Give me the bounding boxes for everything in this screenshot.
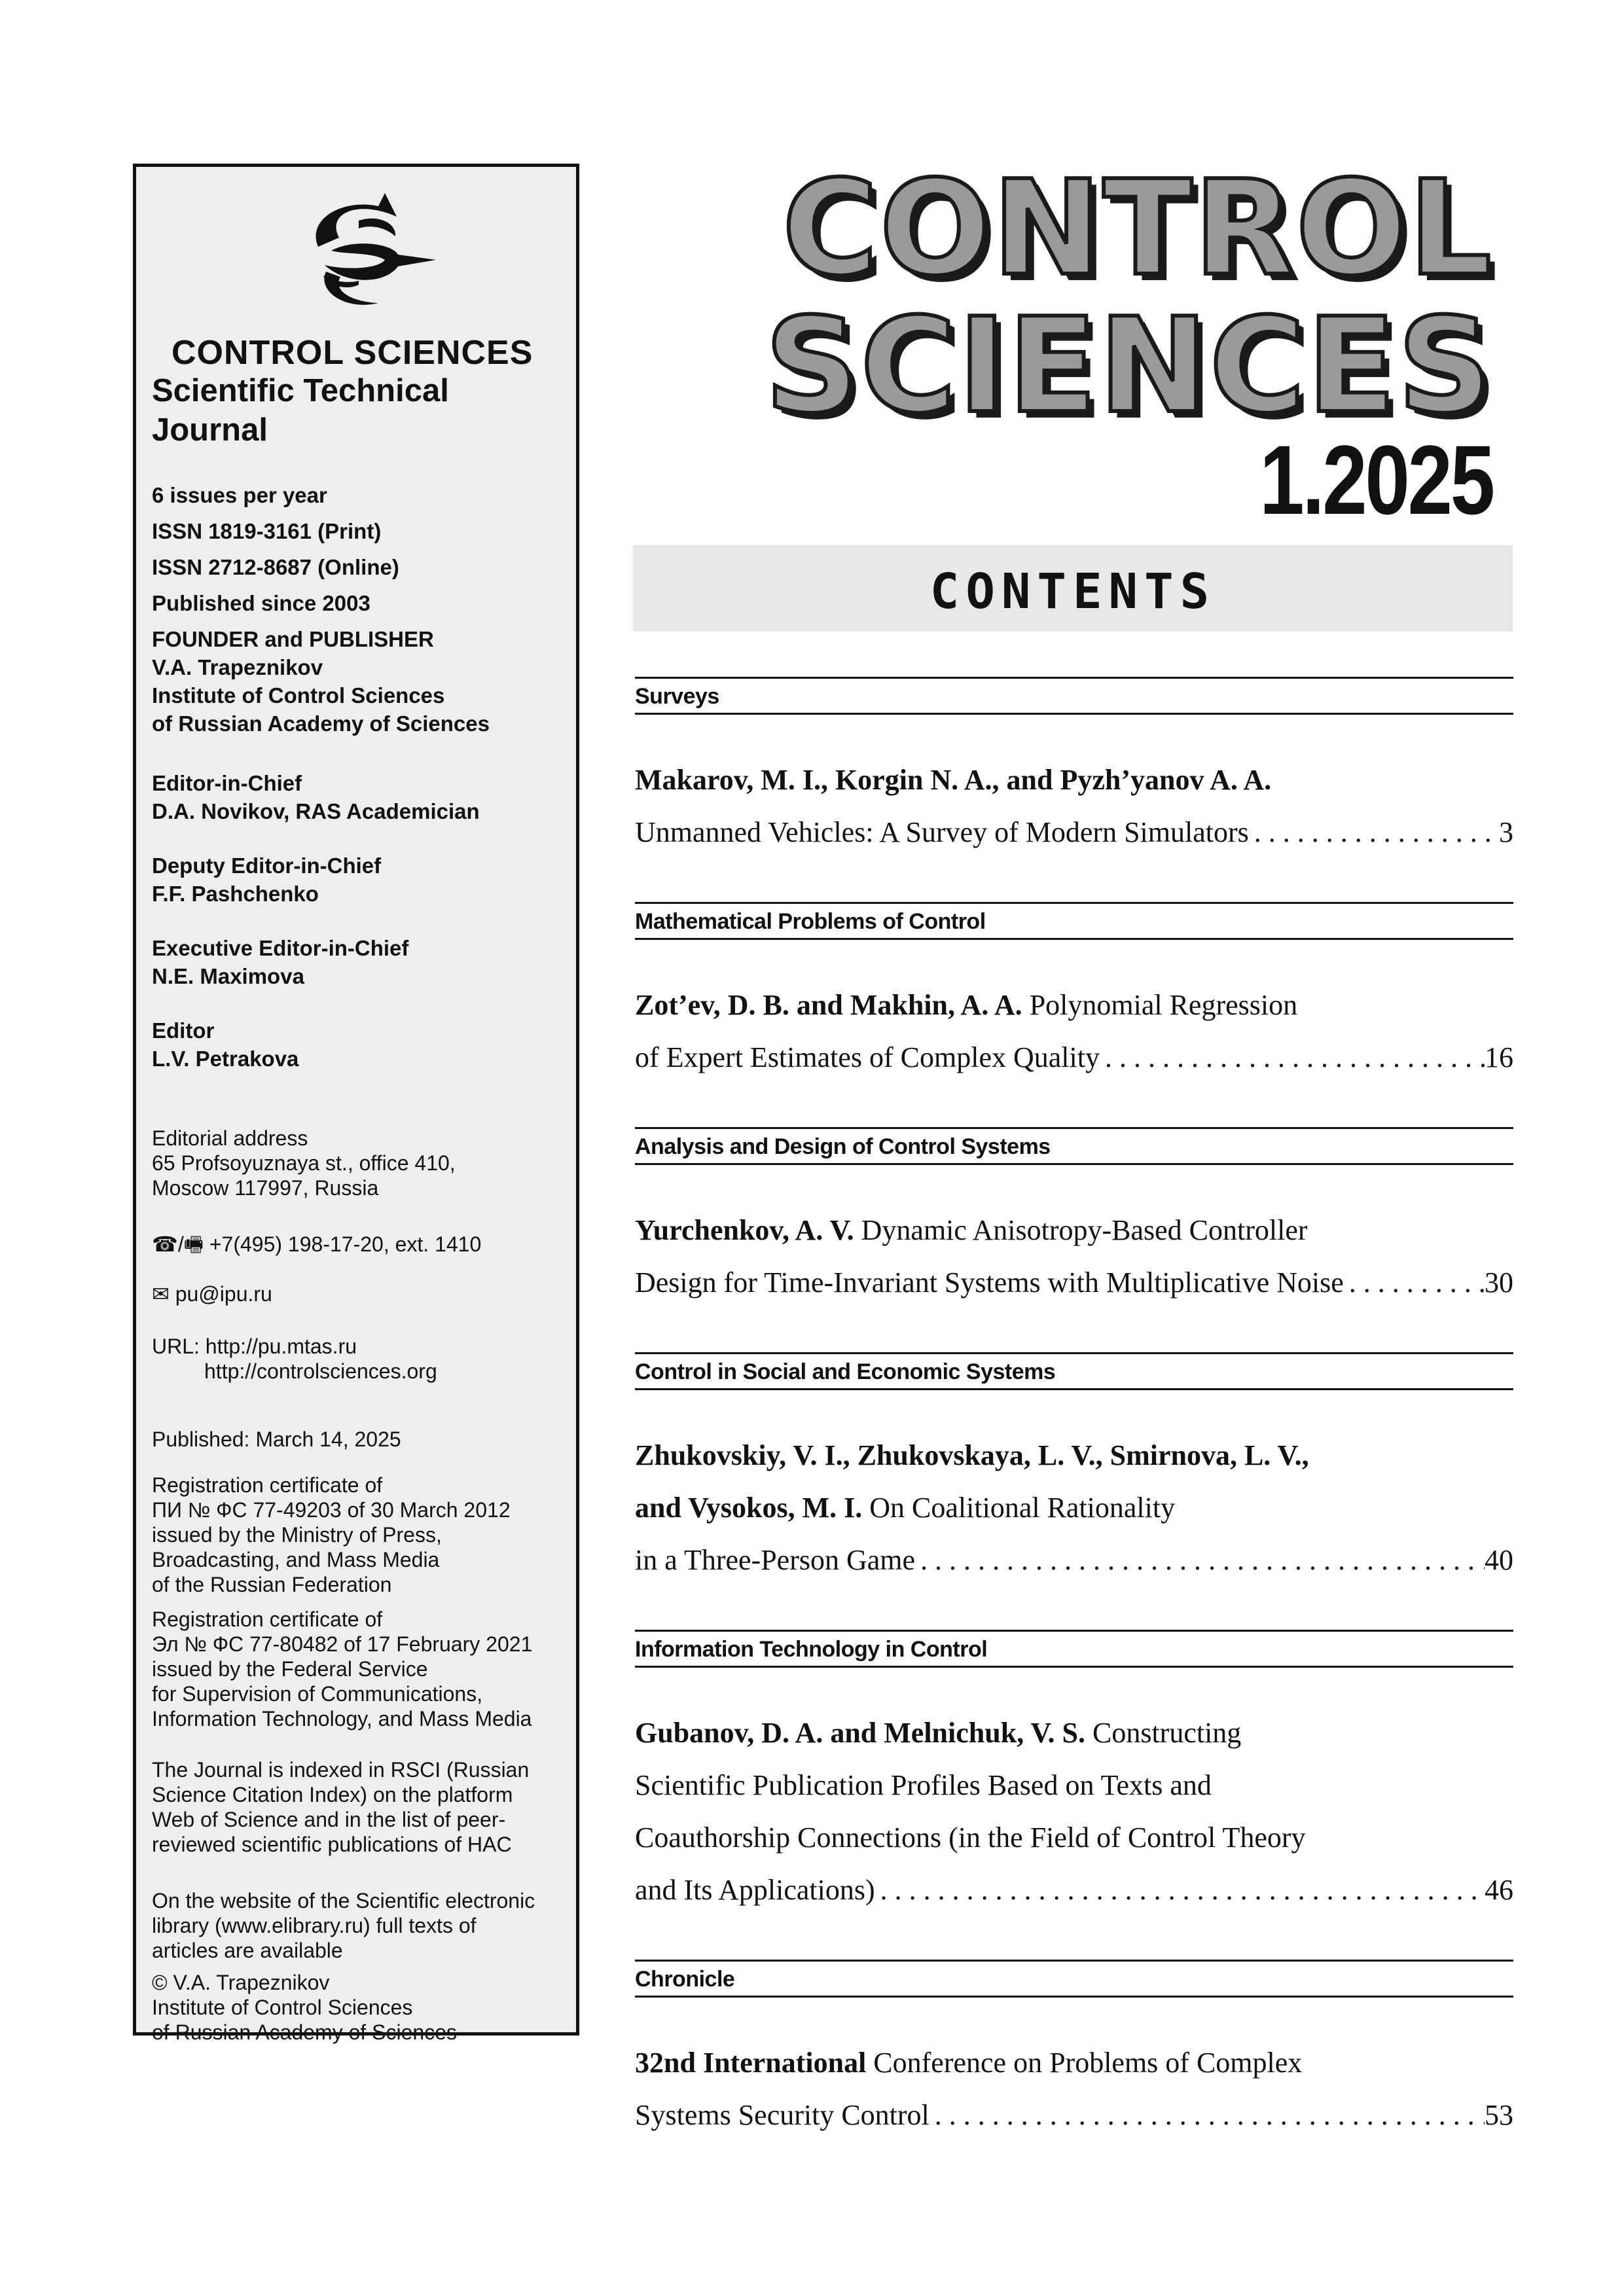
entry-title: Unmanned Vehicles: A Survey of Modern Simulators: [635, 816, 1249, 848]
contents-banner: [633, 545, 1513, 632]
entry-authors: Makarov, M. I., Korgin N. A., and Pyzh’yanov A. A.: [635, 764, 1272, 796]
registration-certificate-2: Registration certificate of Эл № ФС 77-80482 of 17 February 2021 issued by the Federal Service for Supervision of Communications, Information Technology, and Mass Media: [152, 1607, 533, 1731]
masthead-title-line1: CONTROL: [782, 152, 1493, 305]
url-link-2[interactable]: http://controlsciences.org: [204, 1359, 437, 1383]
page-number: 53: [1485, 2099, 1513, 2131]
toc-entry[interactable]: [635, 979, 1513, 1084]
url-link-1[interactable]: URL: http://pu.mtas.ru: [152, 1335, 357, 1358]
entry-title: On Coalitional Rationality: [862, 1492, 1176, 1524]
entry-title-cont: Coauthorship Connections (in the Field of Control Theory: [635, 1821, 1306, 1854]
section-heading: Control in Social and Economic Systems: [635, 1352, 1513, 1390]
entry-title: Constructing: [1085, 1717, 1242, 1749]
entry-title: Dynamic Anisotropy-Based Controller: [854, 1214, 1308, 1246]
leader-dots: [1100, 1031, 1485, 1084]
leader-dots: [929, 2089, 1485, 2142]
toc-entry[interactable]: [635, 1429, 1513, 1587]
leader-dots: [1249, 806, 1499, 859]
toc-entry[interactable]: [635, 1204, 1513, 1309]
toc-entry[interactable]: [635, 1707, 1513, 1916]
editorial-board: Editor-in-Chief D.A. Novikov, RAS Academician Deputy Editor-in-Chief F.F. Pashchenko Executive Editor-in-Chief N.E. Maximova Editor L.V. Petrakova: [152, 771, 480, 1071]
page-number: 30: [1485, 1266, 1513, 1299]
section-heading: Information Technology in Control: [635, 1630, 1513, 1668]
copyright: © V.A. Trapeznikov Institute of Control Sciences of Russian Academy of Sciences: [152, 1971, 458, 2044]
elibrary-info: On the website of the Scientific electronic library (www.elibrary.ru) full texts of articles are available: [152, 1889, 535, 1962]
section-heading: Chronicle: [635, 1960, 1513, 1998]
published-date: Published: March 14, 2025: [152, 1427, 401, 1451]
publication-details: 6 issues per year ISSN 1819-3161 (Print) ISSN 2712-8687 (Online) Published since 2003 FOUNDER and PUBLISHER V.A. Trapeznikov Institute of Control Sciences of Russian Academy of Sciences: [152, 483, 490, 736]
entry-title-cont: and Its Applications): [635, 1874, 875, 1906]
website-urls: [152, 1334, 564, 1384]
leader-dots: [915, 1534, 1485, 1587]
entry-authors: Zot’ev, D. B. and Makhin, A. A.: [635, 989, 1022, 1021]
editorial-address: Editorial address 65 Profsoyuznaya st., office 410, Moscow 117997, Russia: [152, 1126, 456, 1200]
entry-authors: Gubanov, D. A. and Melnichuk, V. S.: [635, 1717, 1085, 1749]
journal-info-sidebar: [133, 164, 579, 2044]
entry-title-cont: of Expert Estimates of Complex Quality: [635, 1041, 1100, 1073]
masthead-title-line2: SCIENCES: [765, 290, 1493, 442]
section-heading: Analysis and Design of Control Systems: [635, 1127, 1513, 1165]
entry-title-cont: in a Three-Person Game: [635, 1544, 916, 1576]
journal-logo-icon: [280, 187, 437, 317]
section-heading: Surveys: [635, 677, 1513, 715]
entry-title: Polynomial Regression: [1022, 989, 1298, 1021]
table-of-contents: [635, 677, 1513, 2185]
section-heading: Mathematical Problems of Control: [635, 902, 1513, 940]
phone-fax: ☎/🖷 +7(495) 198-17-20, ext. 1410: [152, 1232, 482, 1256]
contents-heading: CONTENTS: [929, 564, 1216, 620]
page-number: 40: [1485, 1544, 1513, 1576]
email-link[interactable]: ✉ pu@ipu.ru: [152, 1282, 272, 1306]
issue-number: 1.2025: [1259, 425, 1493, 535]
leader-dots: [875, 1864, 1485, 1916]
entry-title-cont: Design for Time-Invariant Systems with Multiplicative Noise: [635, 1266, 1344, 1299]
page-number: 16: [1485, 1041, 1513, 1073]
toc-entry[interactable]: [635, 2037, 1513, 2142]
entry-title-cont: Scientific Publication Profiles Based on Texts and: [635, 1769, 1212, 1801]
entry-authors: Yurchenkov, A. V.: [635, 1214, 854, 1246]
indexing-info: The Journal is indexed in RSCI (Russian Science Citation Index) on the platform Web of Science and in the list of peer- reviewed scientific publications of HAC: [152, 1758, 530, 1856]
entry-title: Conference on Problems of Complex: [866, 2047, 1303, 2079]
toc-entry[interactable]: [635, 754, 1513, 859]
journal-subtitle: Scientific Technical Journal: [152, 373, 449, 448]
entry-authors: Zhukovskiy, V. I., Zhukovskaya, L. V., Smirnova, L. V.,: [635, 1439, 1309, 1471]
journal-name: CONTROL SCIENCES: [171, 334, 533, 372]
page-number: 3: [1499, 816, 1513, 848]
entry-authors-cont: and Vysokos, M. I.: [635, 1492, 863, 1524]
registration-certificate-1: Registration certificate of ПИ № ФС 77-49203 of 30 March 2012 issued by the Ministry of Press, Broadcasting, and Mass Media of the Russian Federation: [152, 1473, 511, 1596]
entry-authors: 32nd International: [635, 2047, 867, 2079]
page-number: 46: [1485, 1874, 1513, 1906]
leader-dots: [1344, 1257, 1485, 1309]
entry-title-cont: Systems Security Control: [635, 2099, 929, 2131]
